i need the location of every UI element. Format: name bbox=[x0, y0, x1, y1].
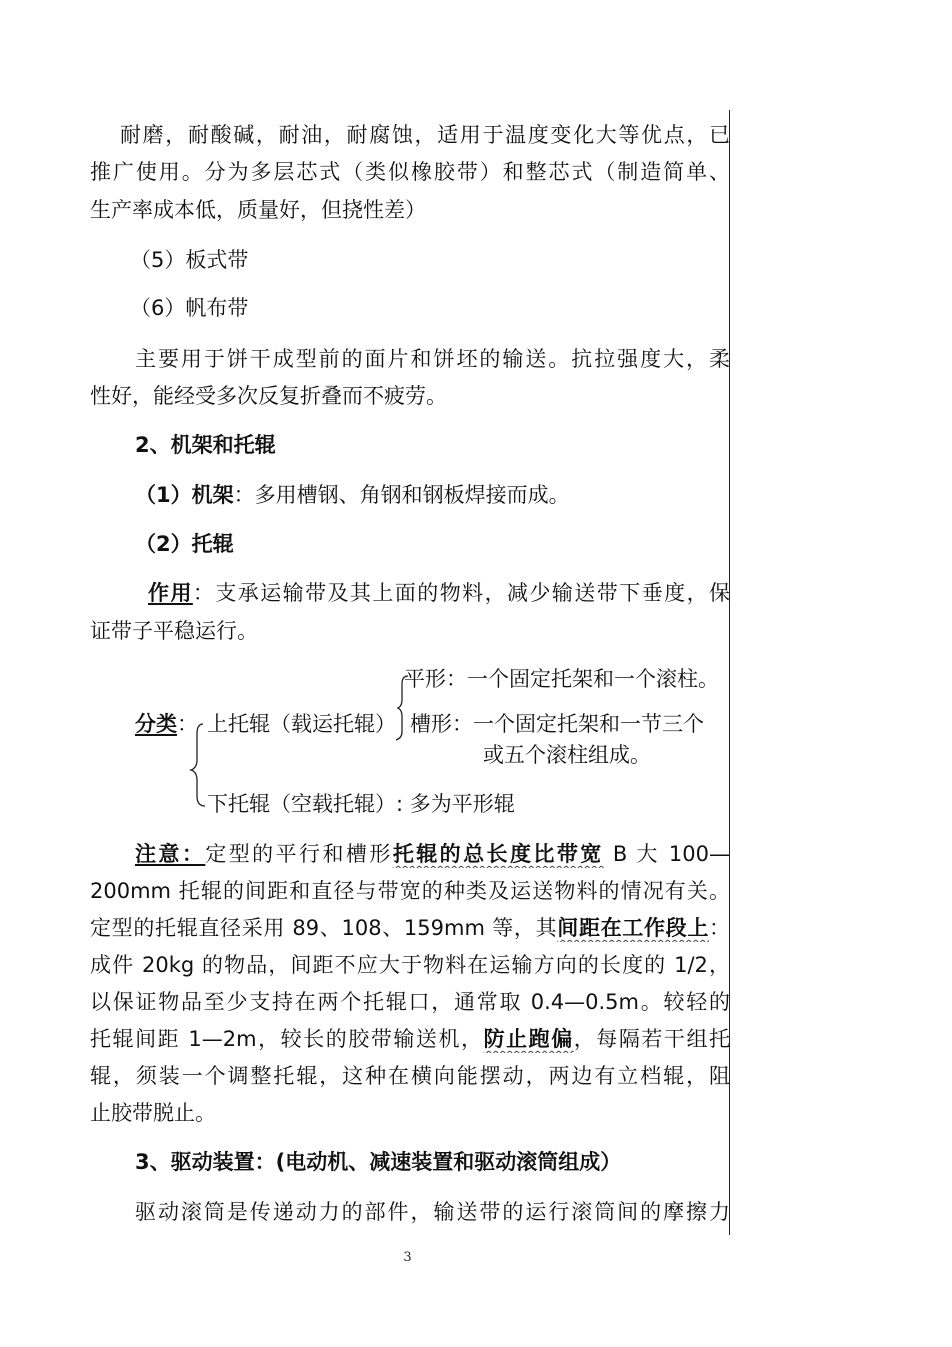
note-emphasis-spacing: 间距在工作段上 bbox=[557, 916, 709, 940]
classification-lower: 下托辊（空载托辊）: 多为平形辊 bbox=[207, 792, 515, 816]
item-6-canvas-belt: （6）帆布带 bbox=[130, 296, 249, 320]
para1-line2: 推广使用。分为多层芯式（类似橡胶带）和整芯式（制造简单、 bbox=[90, 160, 730, 184]
para1-line1: 耐磨，耐酸碱，耐油，耐腐蚀，适用于温度变化大等优点，已 bbox=[120, 123, 730, 147]
note-line6 bbox=[90, 1025, 730, 1053]
para1-line3: 生产率成本低，质量好，但挠性差） bbox=[90, 198, 426, 222]
note-line1 bbox=[135, 840, 730, 868]
frame-text: ：多用槽钢、角钢和钢板焊接而成。 bbox=[233, 483, 570, 507]
note-l3a: 定型的托辊直径采用 89、108、159mm 等，其 bbox=[90, 916, 558, 940]
note-label: 注意： bbox=[135, 842, 206, 866]
classification-upper: 上托辊（载运托辊） bbox=[207, 712, 396, 736]
note-line8: 止胶带脱止。 bbox=[90, 1101, 216, 1125]
function-line2: 证带子平稳运行。 bbox=[90, 619, 258, 643]
idler-heading: （2）托辊 bbox=[135, 532, 234, 556]
note-line7: 辊，须装一个调整托辊，这种在横向能摆动，两边有立档辊，阻 bbox=[90, 1064, 730, 1088]
heading-drive-unit: 3、驱动装置：(电动机、减速装置和驱动滚筒组成） bbox=[135, 1150, 622, 1174]
note-line3 bbox=[90, 914, 730, 942]
note-line5: 以保证物品至少支持在两个托辊口，通常取 0.4—0.5m。较轻的 bbox=[90, 990, 730, 1014]
classification-colon: ： bbox=[177, 712, 198, 736]
note-line4: 成件 20kg 的物品，间距不应大于物料在运输方向的长度的 1/2， bbox=[90, 953, 730, 977]
frame-label: （1）机架 bbox=[135, 483, 234, 507]
heading-frame-and-idlers: 2、机架和托辊 bbox=[135, 433, 276, 457]
function-line1 bbox=[148, 579, 730, 607]
upper-idler-brace bbox=[394, 672, 414, 742]
classification-trough-2: 或五个滚柱组成。 bbox=[483, 743, 651, 767]
page-number: 3 bbox=[403, 1250, 412, 1265]
note-l1a: 定型的平行和槽形 bbox=[205, 842, 393, 866]
para3-line1: 驱动滚筒是传递动力的部件，输送带的运行滚筒间的摩擦力 bbox=[135, 1200, 730, 1224]
note-emphasis-deviation: 防止跑偏 bbox=[483, 1027, 574, 1051]
note-l6c: ，每隔若干组托 bbox=[573, 1027, 730, 1051]
classification-flat: 平形：一个固定托架和一个滚柱。 bbox=[404, 667, 719, 691]
classification-trough-1: 槽形：一个固定托架和一节三个 bbox=[410, 712, 704, 736]
function-text: ：支承运输带及其上面的物料，减少输送带下垂度，保 bbox=[192, 581, 730, 605]
para2-line1: 主要用于饼干成型前的面片和饼坯的输送。抗拉强度大，柔 bbox=[135, 347, 730, 371]
item-5-plate-belt: （5）板式带 bbox=[130, 248, 249, 272]
classification-label: 分类 bbox=[135, 712, 177, 736]
para2-line2: 性好，能经受多次反复折叠而不疲劳。 bbox=[90, 384, 447, 408]
note-l6a: 托辊间距 1—2m，较长的胶带输送机， bbox=[90, 1027, 484, 1051]
main-brace bbox=[189, 716, 209, 856]
note-line2: 200mm 托辊的间距和直径与带宽的种类及运送物料的情况有关。 bbox=[90, 879, 730, 903]
note-l1c: B 大 100— bbox=[603, 842, 730, 866]
function-label: 作用 bbox=[148, 581, 193, 605]
note-l3c: ： bbox=[709, 916, 730, 940]
frame-line bbox=[135, 481, 730, 509]
note-emphasis-length: 托辊的总长度比带宽 bbox=[392, 842, 604, 866]
